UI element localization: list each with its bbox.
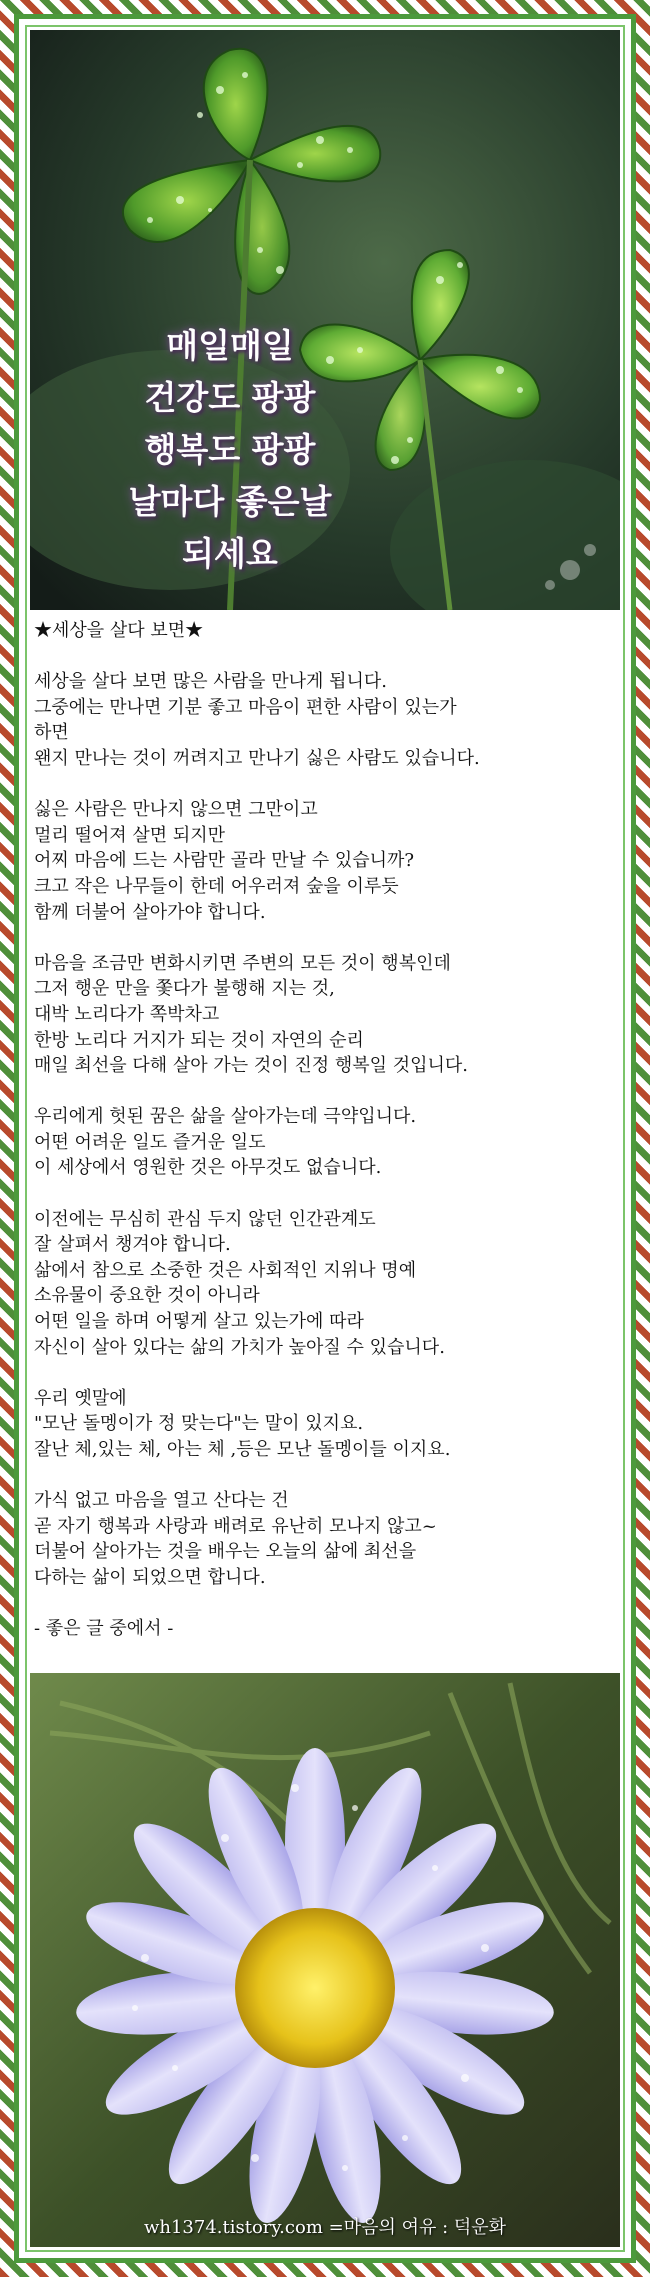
text-line: 이 세상에서 영원한 것은 아무것도 없습니다.	[34, 1157, 382, 1179]
text-line: 그저 행운 만을 쫓다가 불행해 지는 것,	[34, 978, 335, 1000]
text-line: 다하는 삶이 되었으면 합니다.	[34, 1566, 266, 1588]
text-line: 하면	[34, 722, 69, 744]
greeting-line: 되세요	[182, 534, 278, 573]
text-line: 더불어 살아가는 것을 배우는 오늘의 삶에 최선을	[34, 1541, 417, 1563]
text-line: 곧 자기 행복과 사랑과 배려로 유난히 모나지 않고~	[34, 1515, 437, 1537]
text-line: 마음을 조금만 변화시키면 주변의 모든 것이 행복인데	[34, 952, 451, 974]
text-line: 대박 노리다가 쪽박차고	[34, 1003, 220, 1025]
text-line: 싫은 사람은 만나지 않으면 그만이고	[34, 799, 318, 821]
overlay-greeting	[100, 320, 360, 580]
article-source: - 좋은 글 중에서 -	[34, 1618, 174, 1640]
text-line: "모난 돌멩이가 정 맞는다"는 말이 있지요.	[34, 1413, 364, 1435]
text-line: 한방 노리다 거지가 되는 것이 자연의 순리	[34, 1029, 364, 1051]
text-line: 자신이 살아 있다는 삶의 가치가 높아질 수 있습니다.	[34, 1336, 445, 1358]
text-line: 세상을 살다 보면 많은 사람을 만나게 됩니다.	[34, 671, 388, 693]
text-line: 잘난 체,있는 체, 아는 체 ,등은 모난 돌멩이들 이지요.	[34, 1439, 451, 1460]
text-line: 어떤 일을 하며 어떻게 살고 있는가에 따라	[34, 1311, 364, 1333]
text-line: 멀리 떨어져 살면 되지만	[34, 824, 226, 846]
text-line: 잘 살펴서 챙겨야 합니다.	[34, 1234, 231, 1256]
text-line: 이전에는 무심히 관심 두지 않던 인간관계도	[34, 1208, 376, 1230]
greeting-line: 행복도 팡팡	[144, 430, 316, 469]
text-line: 크고 작은 나무들이 한데 어우러져 숲을 이루듯	[34, 875, 399, 897]
text-line: 소유물이 중요한 것이 아니라	[34, 1285, 260, 1307]
greeting-line: 건강도 팡팡	[144, 378, 316, 417]
text-line: 삶에서 참으로 소중한 것은 사회적인 지위나 명예	[34, 1259, 417, 1281]
greeting-line: 날마다 좋은날	[128, 482, 332, 521]
daisy-image	[30, 1673, 620, 2247]
text-line: 왠지 만나는 것이 꺼려지고 만나기 싫은 사람도 있습니다.	[34, 747, 480, 769]
text-line: 가식 없고 마음을 열고 산다는 건	[34, 1490, 289, 1512]
text-line: 우리에게 헛된 꿈은 삶을 살아가는데 극약입니다.	[34, 1106, 417, 1128]
article-title: ★세상을 살다 보면★	[34, 620, 204, 641]
text-line: 어떤 어려운 일도 즐거운 일도	[34, 1131, 266, 1153]
image-caption: wh1374.tistory.com =마음의 여유 : 덕운화	[143, 2217, 507, 2238]
daisy-illustration	[30, 1673, 620, 2247]
text-line: 그중에는 만나면 기분 좋고 마음이 편한 사람이 있는가	[34, 696, 457, 718]
text-line: 매일 최선을 다해 살아 가는 것이 진정 행복일 것입니다.	[34, 1055, 469, 1077]
clover-image	[30, 30, 620, 610]
text-line: 어찌 마음에 드는 사람만 골라 만날 수 있습니까?	[34, 850, 415, 872]
article-body	[34, 618, 616, 1642]
text-line: 함께 더불어 살아가야 합니다.	[34, 901, 266, 923]
greeting-line: 매일매일	[166, 326, 294, 365]
text-line: 우리 옛말에	[34, 1387, 127, 1409]
